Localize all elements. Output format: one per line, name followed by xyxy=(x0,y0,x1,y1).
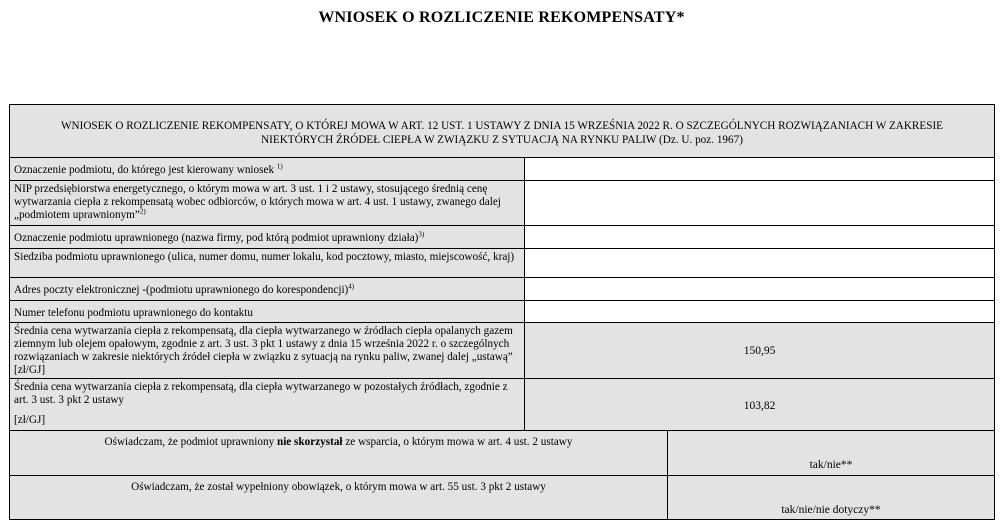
option-yes-no[interactable]: tak/nie** xyxy=(809,459,853,471)
row-label-recipient xyxy=(10,158,525,181)
row-label-text: Średnia cena wytwarzania ciepła z rekompensatą, dla ciepła wytwarzanego w pozostałych źródłach, zgodnie z art. 3 ust. 3 pkt 2 ustawy xyxy=(14,381,508,406)
row-label-text: Średnia cena wytwarzania ciepła z rekompensatą, dla ciepła wytwarzanego w źródłach ciepła opalanych gazem ziemnym lub olejem opałowym, zgodnie z art. 3 ust. 3 pkt 1 ustawy z dnia 15 września 2022 r. o szczególnych rozwiązaniach w zakresie niektórych źródeł ciepła w związku z sytuacją na rynku paliw, zwanej dalej „ustawą” [zł/GJ] xyxy=(14,325,513,376)
row-value-address[interactable] xyxy=(525,249,994,278)
statement-obligation-fulfilled: Oświadczam, że został wypełniony obowiązek, o którym mowa w art. 55 ust. 3 pkt 2 ustawy xyxy=(10,476,668,519)
row-label-text: Siedziba podmiotu uprawnionego (ulica, numer domu, numer lokalu, kod pocztowy, miasto, miejscowość, kraj) xyxy=(14,251,515,263)
row-label-text: NIP przedsiębiorstwa energetycznego, o którym mowa w art. 3 ust. 1 i 2 ustawy, stosującego średnią cenę wytwarzania ciepła z rekompensatą wobec odbiorców, o których mowa w art. 4 ust. 1 ustawy, zwanego dalej „podmiotem uprawnionym” xyxy=(14,183,501,221)
statement-no-support-option[interactable] xyxy=(668,431,994,476)
statement-no-support: Oświadczam, że podmiot uprawniony nie skorzystał ze wsparcia, o którym mowa w art. 4 ust. 2 ustawy xyxy=(10,431,668,476)
row-value-avg-price-other xyxy=(525,379,994,431)
statement-emphasis: nie skorzystał xyxy=(276,436,343,448)
row-value-recipient[interactable] xyxy=(525,158,994,181)
row-label-text: Numer telefonu podmiotu uprawnionego do kontaktu xyxy=(14,307,253,319)
row-label-unit: [zł/GJ] xyxy=(14,414,46,426)
footnote-ref: 4) xyxy=(348,282,355,291)
table-header: WNIOSEK O ROZLICZENIE REKOMPENSATY, O KTÓREJ MOWA W ART. 12 UST. 1 USTAWY Z DNIA 15 WRZEŚNIA 2022 R. O SZCZEGÓLNYCH ROZWIĄZANIACH W ZAKRESIE NIEKTÓRYCH ŹRÓDEŁ CIEPŁA W ZWIĄZKU Z SYTUACJĄ NA RYNKU PALIW (Dz. U. poz. 1967) xyxy=(10,105,994,158)
avg-price-other-value: 103,82 xyxy=(743,400,776,412)
row-label-text: Oznaczenie podmiotu, do którego jest kierowany wniosek xyxy=(14,164,275,176)
statement-obligation-option[interactable] xyxy=(668,476,994,519)
row-label-entity-name xyxy=(10,226,525,249)
compensation-form-table xyxy=(9,104,995,520)
row-label-phone xyxy=(10,301,525,323)
footnote-ref: 1) xyxy=(276,162,283,171)
row-label-text: Adres poczty elektronicznej -(podmiotu uprawnionego do korespondencji) xyxy=(14,284,349,296)
row-label-email xyxy=(10,278,525,301)
row-value-entity-name[interactable] xyxy=(525,226,994,249)
row-label-avg-price-gas xyxy=(10,323,525,379)
option-yes-no-na[interactable]: tak/nie/nie dotyczy** xyxy=(781,504,881,516)
row-value-avg-price-gas xyxy=(525,323,994,379)
row-label-nip xyxy=(10,181,525,226)
row-label-text: Oznaczenie podmiotu uprawnionego (nazwa firmy, pod którą podmiot uprawniony działa) xyxy=(14,232,419,244)
avg-price-gas-value: 150,95 xyxy=(743,345,776,357)
row-label-avg-price-other xyxy=(10,379,525,431)
footnote-ref: 3) xyxy=(418,230,425,239)
row-value-nip[interactable] xyxy=(525,181,994,226)
row-label-address xyxy=(10,249,525,278)
row-value-email[interactable] xyxy=(525,278,994,301)
row-value-phone[interactable] xyxy=(525,301,994,323)
footnote-ref: 2) xyxy=(139,207,146,216)
document-title: WNIOSEK O ROZLICZENIE REKOMPENSATY* xyxy=(318,9,685,26)
